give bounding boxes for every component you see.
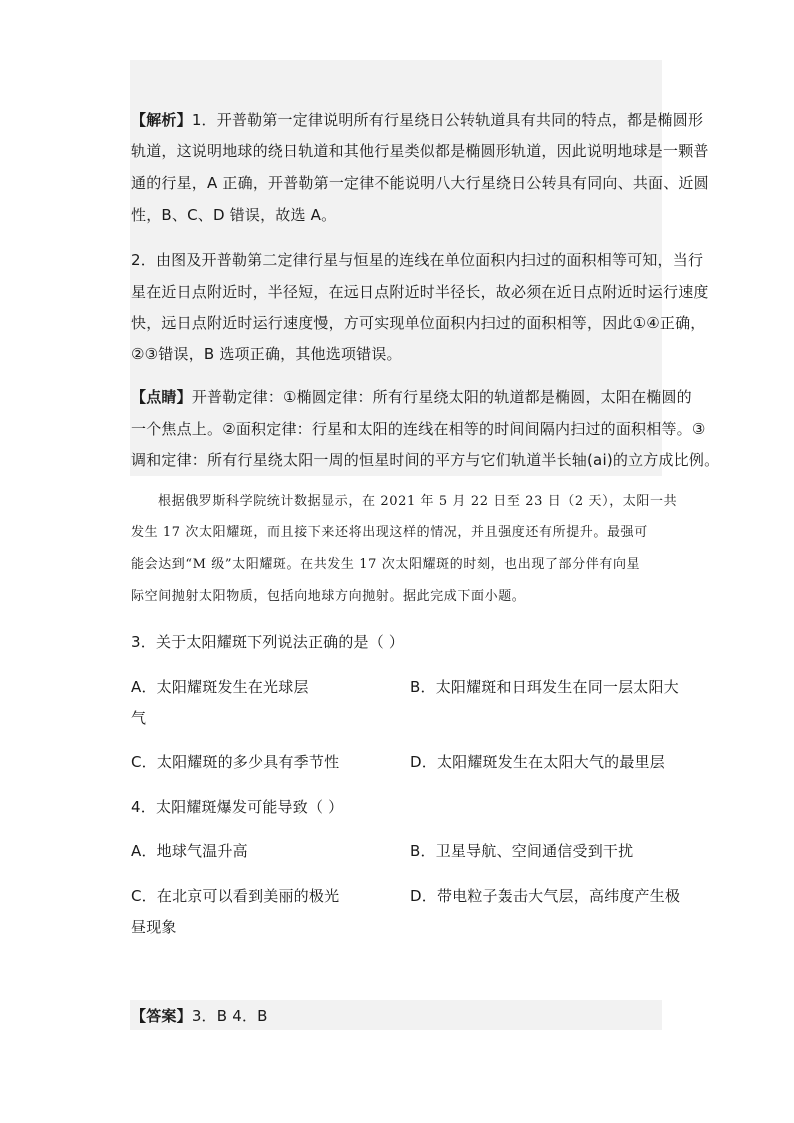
- analysis-q1-text: 1．开普勒第一定律说明所有行星绕日公转轨道具有共同的特点，都是椭圆形: [191, 111, 704, 129]
- analysis-q2-line-4: ②③错误，B 选项正确，其他选项错误。: [131, 345, 402, 363]
- material-line-1: 根据俄罗斯科学院统计数据显示，在 2021 年 5 月 22 日至 23 日（2 天），太阳一共: [158, 494, 678, 509]
- q3-option-b-wrap: 气: [131, 709, 147, 727]
- analysis-q2-line-2: 星在近日点附近时，半径短，在远日点附近时半径长，故必须在近日点附近时运行速度: [131, 283, 709, 301]
- answer-tag: 【答案】: [131, 1007, 192, 1025]
- analysis-q1-line-1: [131, 110, 703, 130]
- material-line-3: 能会达到“M 级”太阳耀斑。在共发生 17 次太阳耀斑的时刻，也出现了部分伴有向星: [131, 557, 641, 572]
- analysis-tag: 【解析】: [131, 111, 192, 129]
- q4-stem: 4．太阳耀斑爆发可能导致（ ）: [131, 798, 344, 816]
- tip-tag: 【点睛】: [131, 388, 192, 406]
- tip-line-2: 一个焦点上。②面积定律：行星和太阳的连线在相等的时间间隔内扫过的面积相等。③: [131, 420, 706, 438]
- q4-option-d-wrap: 昼现象: [131, 918, 177, 936]
- answer-line: [131, 1006, 268, 1026]
- tip-text: 开普勒定律：①椭圆定律：所有行星绕太阳的轨道都是椭圆，太阳在椭圆的: [191, 388, 692, 406]
- analysis-q2-line-3: 快，远日点附近时运行速度慢，方可实现单位面积内扫过的面积相等，因此①④正确，: [131, 314, 706, 332]
- q4-option-c: C．在北京可以看到美丽的极光: [131, 887, 340, 905]
- answer-text: 3．B 4．B: [191, 1007, 268, 1025]
- q4-option-d: D．带电粒子轰击大气层，高纬度产生极: [410, 887, 681, 905]
- tip-line-3: 调和定律：所有行星绕太阳一周的恒星时间的平方与它们轨道半长轴(ai)的立方成比例。: [131, 451, 720, 469]
- material-line-4: 际空间抛射太阳物质，包括向地球方向抛射。据此完成下面小题。: [131, 589, 526, 604]
- q3-option-a: A．太阳耀斑发生在光球层: [131, 678, 309, 696]
- q3-option-b: B．太阳耀斑和日珥发生在同一层太阳大: [410, 678, 679, 696]
- material-line-2: 发生 17 次太阳耀斑，而且接下来还将出现这样的情况，并且强度还有所提升。最强可: [131, 525, 648, 540]
- q3-stem: 3．关于太阳耀斑下列说法正确的是（ ）: [131, 633, 405, 651]
- q3-option-d: D．太阳耀斑发生在太阳大气的最里层: [410, 753, 665, 771]
- tip-line-1: [131, 387, 692, 407]
- q4-option-b: B．卫星导航、空间通信受到干扰: [410, 842, 634, 860]
- analysis-q1-line-4: 性，B、C、D 错误，故选 A。: [131, 206, 337, 224]
- analysis-q1-line-2: 轨道，这说明地球的绕日轨道和其他行星类似都是椭圆形轨道，因此说明地球是一颗普: [131, 142, 709, 160]
- q4-option-a: A．地球气温升高: [131, 842, 248, 860]
- q3-option-c: C．太阳耀斑的多少具有季节性: [131, 753, 340, 771]
- analysis-q1-line-3: 通的行星，A 正确，开普勒第一定律不能说明八大行星绕日公转具有同向、共面、近圆: [131, 174, 709, 192]
- analysis-q2-line-1: 2．由图及开普勒第二定律行星与恒星的连线在单位面积内扫过的面积相等可知，当行: [131, 251, 704, 269]
